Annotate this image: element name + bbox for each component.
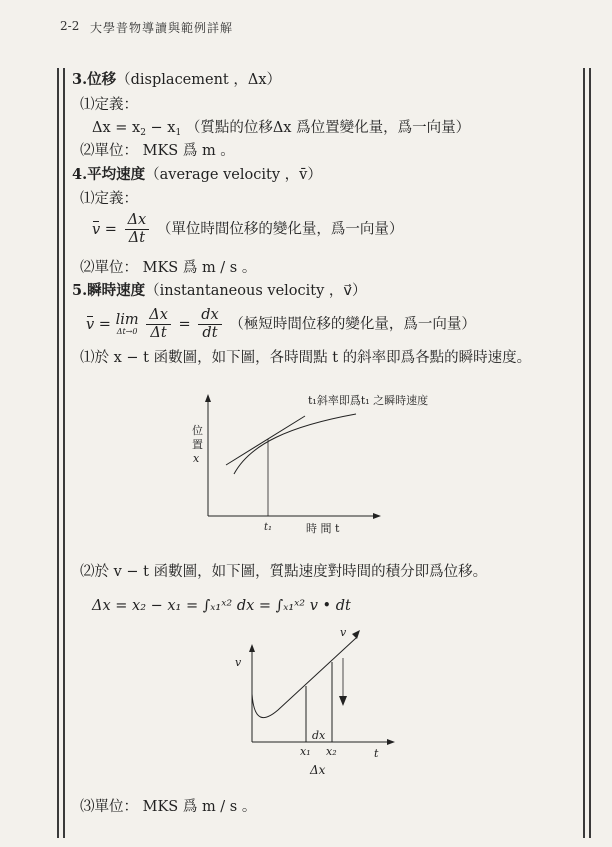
s4-frac-den: Δt xyxy=(128,230,146,246)
section-4-english: （average velocity ，v̄） xyxy=(145,167,322,183)
s3-eq-left: Δx = x xyxy=(92,120,141,136)
s5-limit xyxy=(116,313,139,336)
s3-def-label: ⑴定義： xyxy=(80,97,138,113)
xt-annotation: t₁斜率即爲t₁ 之瞬時速度 xyxy=(308,394,429,407)
s3-eq-sub1: 1 xyxy=(175,128,182,138)
xt-graph xyxy=(180,384,429,540)
xt-ylabel-3: x xyxy=(193,452,200,465)
vt-x-arrow xyxy=(387,739,395,745)
s5-def-note: （極短時間位移的變化量，爲一向量） xyxy=(229,316,476,333)
xt-xlabel: 時 間 t xyxy=(306,522,340,535)
s4-definition: v = $\frac{\Delta x}{\Delta t}$ （單位時間位移的變化量，爲一向量） xyxy=(92,212,404,246)
vt-x2-label: x₂ xyxy=(326,745,337,758)
vt-curve xyxy=(252,638,356,718)
section-5-heading xyxy=(72,281,367,301)
s5-lim-text: lim xyxy=(115,312,139,328)
xt-curve xyxy=(234,414,356,474)
s3-eq-sub2: 2 xyxy=(140,128,146,138)
s4-fraction xyxy=(125,212,150,247)
right-rule-outer xyxy=(589,68,591,838)
s5-v-vector: v xyxy=(86,316,95,333)
vt-curve-arrow xyxy=(352,630,360,639)
section-3-heading xyxy=(72,70,281,90)
s5-frac2-den: dt xyxy=(202,325,218,341)
xt-t1-label: t₁ xyxy=(264,522,273,533)
s5-definition: v = lim Δt→0 $\frac{\Delta x}{\Delta t}$ = $\frac{dx}{dt}$ （極短時間位移的變化量，爲一向量） xyxy=(86,307,476,341)
s5-p2-equation: Δx = x₂ − x₁ = ∫ₓ₁ˣ² dx = ∫ₓ₁ˣ² v • dt xyxy=(92,598,351,614)
section-5-number: 5. xyxy=(72,282,88,299)
vt-y-arrow xyxy=(249,644,255,652)
xt-ylabel-2: 置 xyxy=(192,438,203,451)
section-4-heading xyxy=(72,165,322,185)
right-rule-inner xyxy=(583,68,585,838)
s4-unit: ⑵單位： MKS 爲 m / s 。 xyxy=(80,260,257,276)
left-rule-outer xyxy=(57,68,59,838)
section-3-title: 位移 xyxy=(87,71,117,88)
book-title: 大學普物導讀與範例詳解 xyxy=(90,21,234,35)
s3-def-note: （質點的位移Δx 爲位置變化量，爲一向量） xyxy=(185,120,471,136)
xt-x-arrow xyxy=(373,513,381,519)
vt-v-axis-label: v xyxy=(235,656,242,669)
vt-x1-label: x₁ xyxy=(300,745,311,758)
vt-curve-label: v xyxy=(340,626,347,639)
xt-y-arrow xyxy=(205,394,211,402)
section-3-number: 3. xyxy=(72,71,88,88)
s4-frac-num: Δx xyxy=(125,212,150,230)
vt-t-label: t xyxy=(374,747,379,760)
s5-fraction-1 xyxy=(146,307,171,342)
s5-fraction-2 xyxy=(198,307,221,342)
s5-lim-sub: Δt→0 xyxy=(116,327,138,336)
xt-tangent-line xyxy=(226,416,305,465)
s3-eq-mid: − x xyxy=(145,120,176,136)
section-5-english: （instantaneous velocity ，v⃗） xyxy=(145,283,367,299)
vt-graph xyxy=(230,622,410,787)
s5-unit: ⑶單位： MKS 爲 m / s 。 xyxy=(80,799,257,815)
section-5-title: 瞬時速度 xyxy=(87,282,146,299)
section-4-title: 平均速度 xyxy=(87,166,146,183)
s4-vbar: v xyxy=(92,221,101,238)
page-number: 2-2 xyxy=(60,19,80,33)
section-3-english: （displacement ，Δx） xyxy=(116,72,282,88)
s3-unit: ⑵單位： MKS 爲 m 。 xyxy=(80,143,235,159)
s5-frac1-den: Δt xyxy=(150,325,167,341)
s5-p2: ⑵於 v − t 函數圖，如下圖，質點速度對時間的積分即爲位移。 xyxy=(80,564,488,580)
section-4-number: 4. xyxy=(72,166,88,183)
vt-down-arrow xyxy=(339,696,347,706)
s5-frac2-num: dx xyxy=(198,307,221,325)
s4-def-label: ⑴定義： xyxy=(80,191,138,207)
vt-delta-x-label: Δx xyxy=(310,763,326,777)
xt-ylabel-1: 位 xyxy=(192,424,203,437)
s4-def-note: （單位時間位移的變化量，爲一向量） xyxy=(156,221,404,238)
s3-definition xyxy=(92,118,470,143)
left-rule-inner xyxy=(63,68,65,838)
s5-p1: ⑴於 x − t 函數圖，如下圖，各時間點 t 的斜率即爲各點的瞬時速度。 xyxy=(80,350,532,366)
vt-dx-label: dx xyxy=(312,729,326,742)
s5-frac1-num: Δx xyxy=(146,307,171,325)
